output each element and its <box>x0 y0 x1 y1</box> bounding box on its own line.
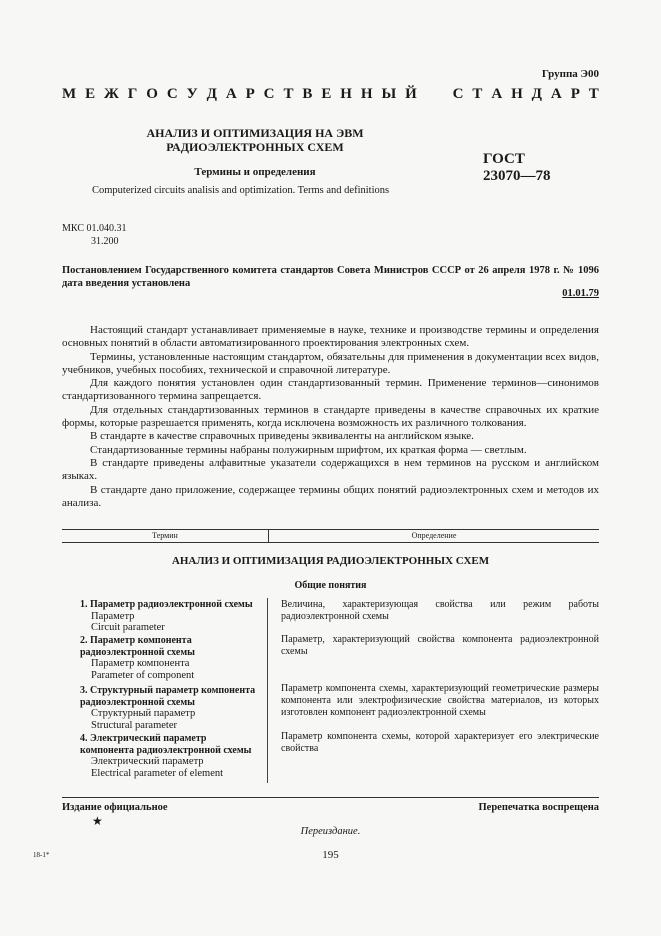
document-title-line1: АНАЛИЗ И ОПТИМИЗАЦИЯ НА ЭВМ <box>146 126 364 140</box>
term-english: Electrical parameter of element <box>91 767 224 779</box>
banner-letter: У <box>186 86 198 102</box>
term-short: Структурный параметр <box>91 708 196 720</box>
section-title: АНАЛИЗ И ОПТИМИЗАЦИЯ РАДИОЭЛЕКТРОННЫХ СХЕМ <box>171 555 490 567</box>
banner-letter: Г <box>127 86 138 102</box>
english-title: Computerized circuits analisis and optimization. Terms and definitions <box>92 185 390 196</box>
reprint-prohibited-label: Перепечатка воспрещена <box>478 802 599 813</box>
banner-letter: Н <box>360 86 373 102</box>
page-number: 195 <box>322 849 339 861</box>
body-paragraph: В стандарте дано приложение, содержащее термины общих понятий радиоэлектронных схем и методов их анализа. <box>62 483 599 509</box>
banner-letter: С <box>452 86 464 102</box>
interstate-standard-banner <box>62 86 599 103</box>
term-english: Circuit parameter <box>91 622 165 634</box>
document-title <box>100 126 410 154</box>
term-english: Structural parameter <box>91 719 177 731</box>
subsection-title: Общие понятия <box>294 580 367 591</box>
banner-letter: С <box>166 86 178 102</box>
term-short: Параметр <box>91 610 135 622</box>
banner-letter: Д <box>531 86 542 102</box>
banner-letter: Т <box>283 86 294 102</box>
reissue-note: Переиздание. <box>300 826 361 837</box>
definition-entry-4: Параметр компонента схемы, которой характеризует его электрические свойства <box>281 731 599 754</box>
body-paragraph: Термины, установленные настоящим стандартом, обязательны для применения в документации всех видов, учебников, учебных пособиях, технической и справочной литературе. <box>62 350 599 376</box>
term-entry-3 <box>80 685 260 731</box>
table-header <box>62 529 599 543</box>
term-main: 4. Электрический параметр компонента радиоэлектронной схемы <box>80 733 252 756</box>
banner-letter: Н <box>340 86 352 102</box>
banner-letter: А <box>225 86 237 102</box>
body-paragraph: В стандарте в качестве справочных приведены эквиваленты на английском языке. <box>90 430 474 443</box>
banner-letter: С <box>263 86 275 102</box>
banner-gap <box>426 86 444 103</box>
term-main: 1. Параметр радиоэлектронной схемы <box>80 599 253 610</box>
table-column-divider <box>267 598 268 783</box>
gost-designation <box>483 151 551 185</box>
print-mark: 18-1* <box>33 851 50 859</box>
banner-letter: Й <box>405 86 417 102</box>
mks-line1: МКС 01.040.31 <box>62 223 127 234</box>
mks-line2: 31.200 <box>91 236 119 247</box>
term-main: 2. Параметр компонента радиоэлектронной схемы <box>80 635 195 658</box>
gost-number: 23070—78 <box>483 168 551 184</box>
document-subtitle: Термины и определения <box>194 166 316 178</box>
banner-letter: А <box>550 86 562 102</box>
banner-letter: Р <box>570 86 580 102</box>
term-entry-4 <box>80 733 260 779</box>
banner-letter: В <box>302 86 313 102</box>
definition-entry-3: Параметр компонента схемы, характеризующий геометрические размеры компонента или электрофизические свойства материалов, из которых изготовлен компонент радиоэлектронной схемы <box>281 683 599 718</box>
banner-letter: Т <box>588 86 599 102</box>
body-paragraph: В стандарте приведены алфавитные указатели содержащихся в нем терминов на русском и английском языках. <box>62 456 599 483</box>
banner-letter: Р <box>245 86 255 102</box>
star-icon: ★ <box>92 814 103 828</box>
body-paragraph: Для каждого понятия установлен один стандартизованный термин. Применение терминов—синонимов стандартизованного термина запрещается. <box>62 377 599 403</box>
term-entry-1 <box>80 599 260 634</box>
body-paragraph: Стандартизованные термины набраны полужирным шрифтом, их краткая форма — светлым. <box>90 443 527 456</box>
body-paragraph: Для отдельных стандартизованных терминов в стандарте приведены в качестве справочных их краткие формы, которые разрешается применять, когда исключена возможность их различного толкования. <box>62 403 599 430</box>
banner-letter: Ы <box>381 86 397 102</box>
term-short: Электрический параметр <box>91 756 204 768</box>
banner-letter: М <box>62 86 77 102</box>
banner-letter: Е <box>321 86 332 102</box>
banner-letter: Т <box>472 86 483 102</box>
term-main: 3. Структурный параметр компонента радиоэлектронной схемы <box>80 685 256 708</box>
banner-letter: Е <box>85 86 96 102</box>
term-entry-2 <box>80 635 260 681</box>
document-title-line2: РАДИОЭЛЕКТРОННЫХ СХЕМ <box>166 140 344 154</box>
banner-letter: Н <box>511 86 523 102</box>
group-label: Группа Э00 <box>541 68 599 80</box>
mks-codes <box>62 222 126 248</box>
term-english: Parameter of component <box>91 669 195 681</box>
official-edition-label: Издание официальное <box>62 802 168 813</box>
definition-entry-2: Параметр, характеризующий свойства компонента радиоэлектронной схемы <box>281 634 599 657</box>
decree-statement: Постановлением Государственного комитета стандартов Совета Министров СССР от 26 апреля 1978 г. № 1096 дата введения установлена <box>62 265 599 289</box>
term-short: Параметр компонента <box>91 658 190 670</box>
definition-entry-1: Величина, характеризующая свойства или режим работы радиоэлектронной схемы <box>281 599 599 622</box>
body-text <box>62 324 599 510</box>
banner-letter: А <box>491 86 503 102</box>
column-header-definition: Определение <box>411 531 457 540</box>
banner-letter: Ж <box>104 86 119 102</box>
banner-letter: Д <box>206 86 217 102</box>
banner-letter: О <box>146 86 158 102</box>
footer-divider <box>62 797 599 798</box>
body-paragraph: Настоящий стандарт устанавливает применяемые в науке, технике и производстве термины и определения основных понятий в области автоматизированного проектирования электронных схем. <box>62 324 599 350</box>
column-header-term: Термин <box>62 530 269 542</box>
introduction-date: 01.01.79 <box>562 288 599 299</box>
gost-label: ГОСТ <box>483 151 525 167</box>
